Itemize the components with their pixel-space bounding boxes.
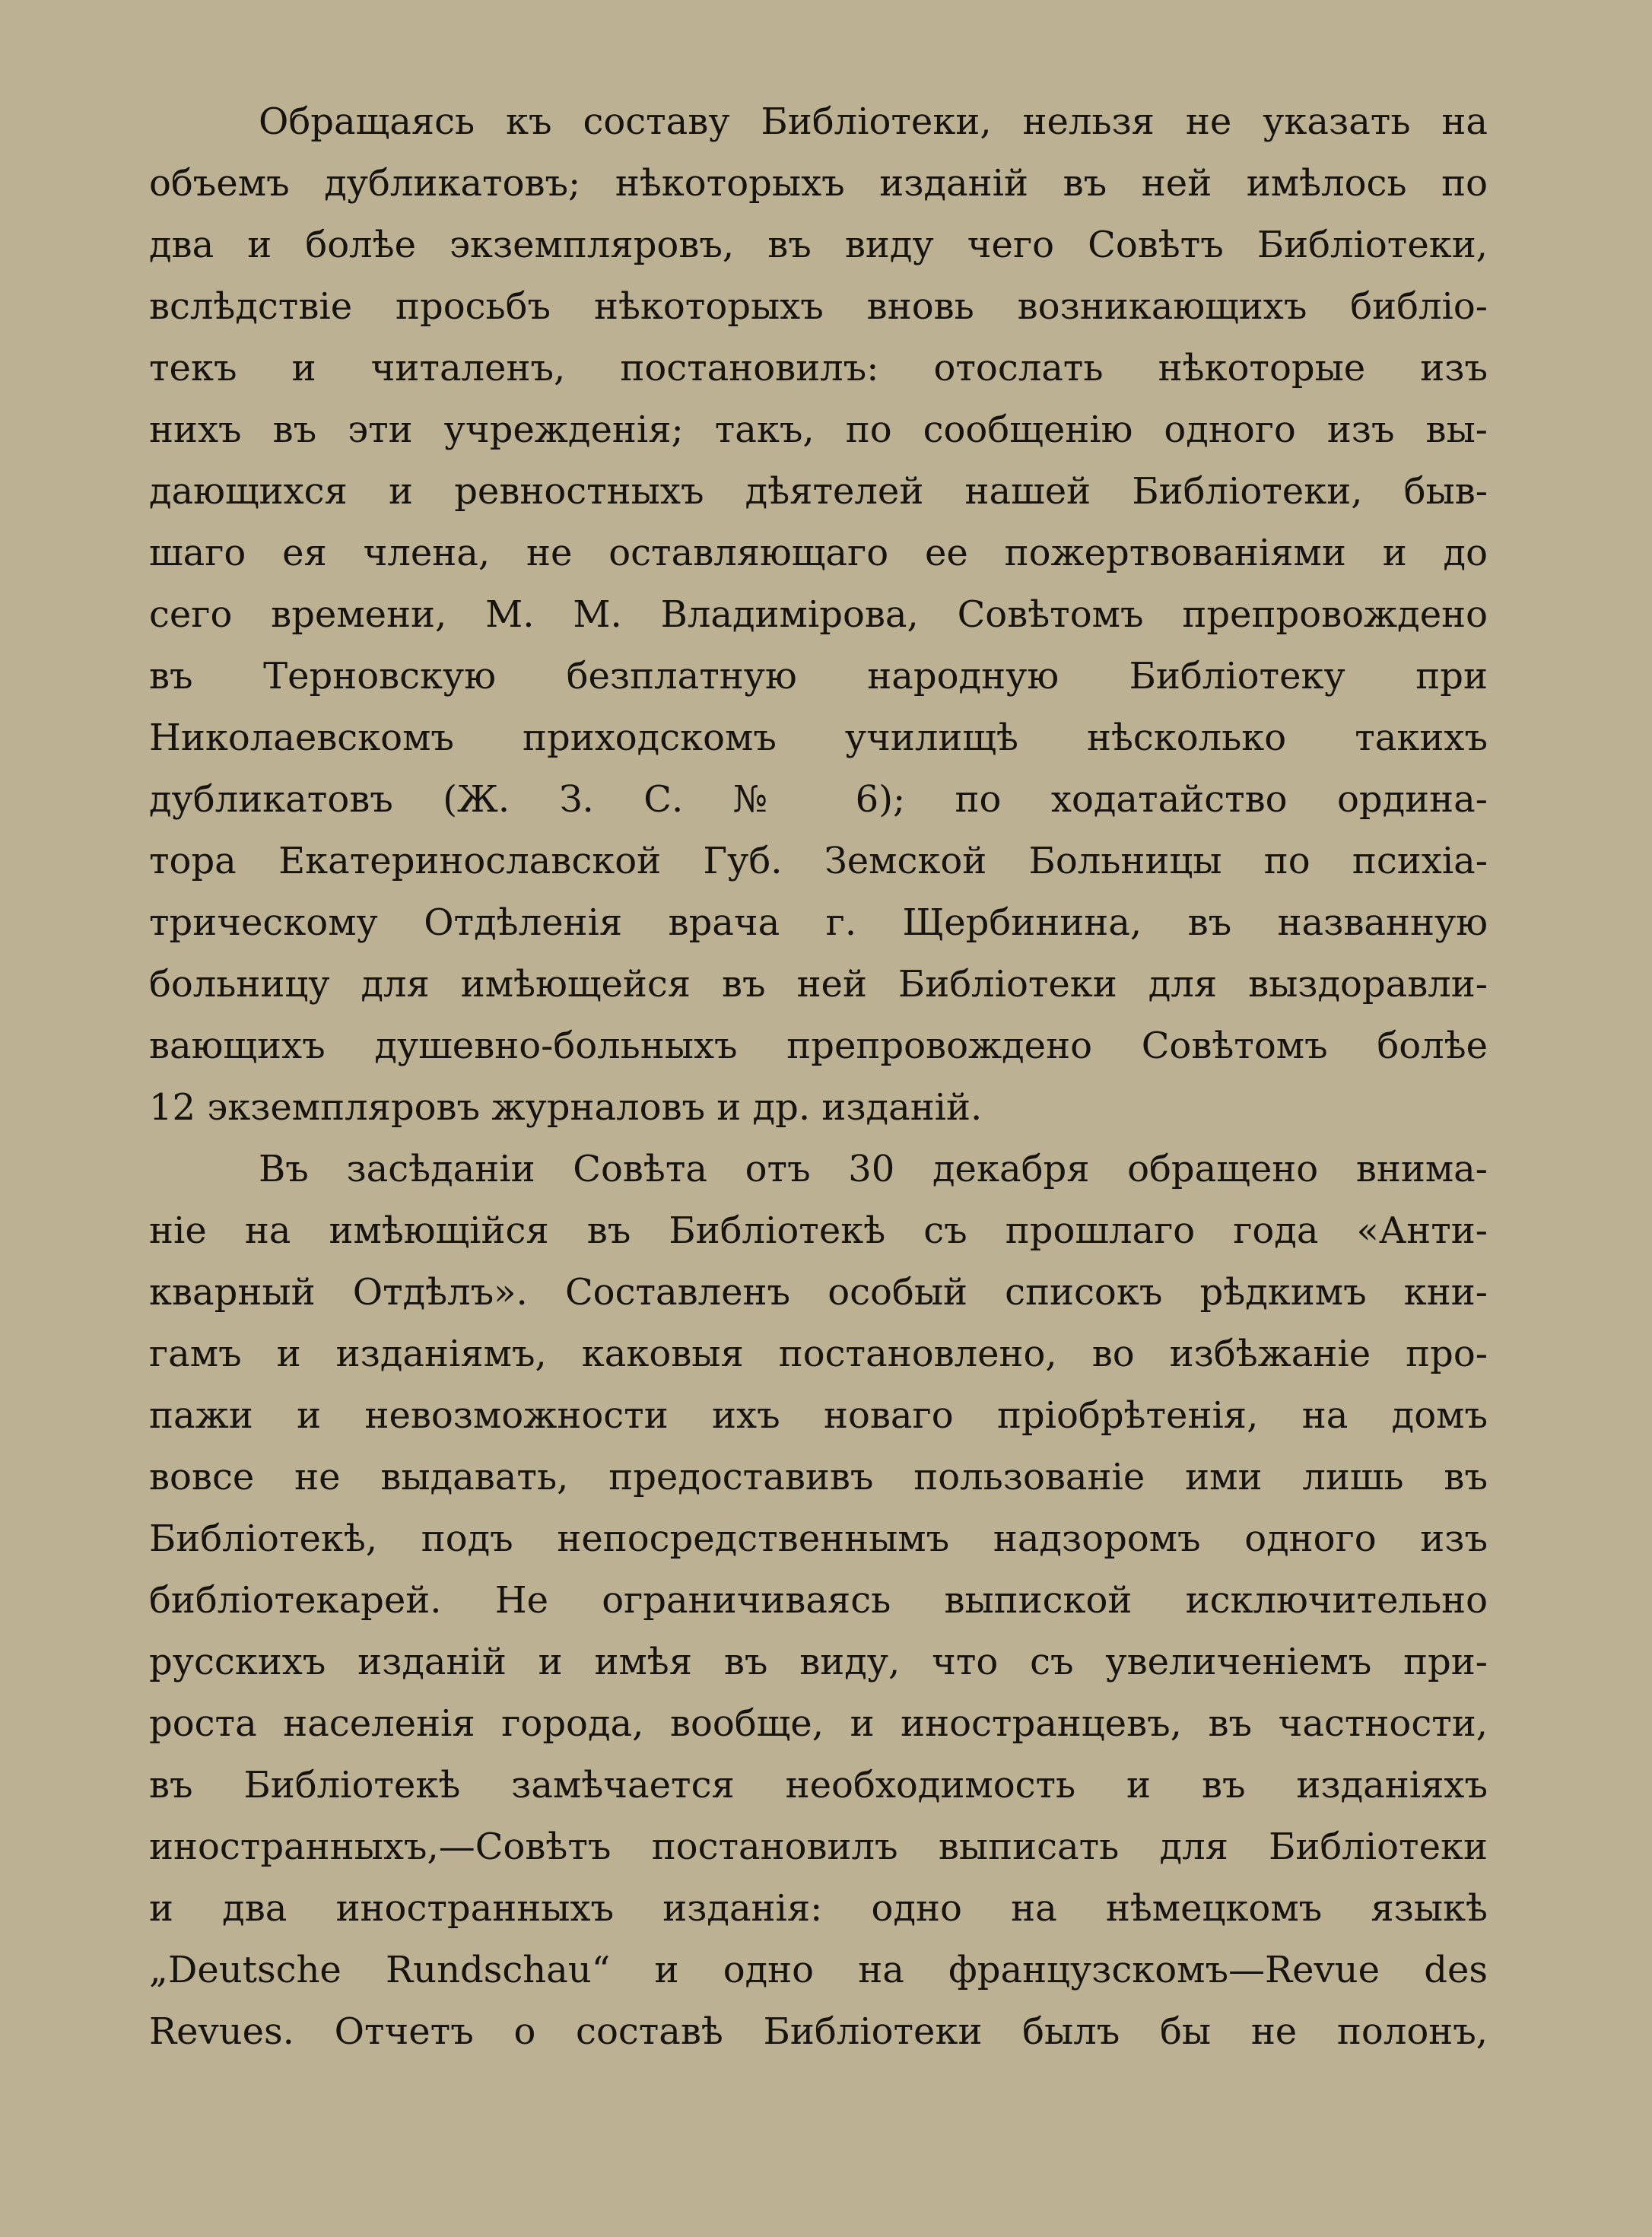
text-line: ніе на имѣющійся въ Библіотекѣ съ прошлаго года «Анти- bbox=[149, 1209, 1488, 1252]
text-line: „Deutsche Rundschau“ и одно на французскомъ—Revue des bbox=[149, 1949, 1488, 1991]
text-line: роста населенія города, вообще, и иностранцевъ, въ частности, bbox=[149, 1702, 1488, 1745]
text-line: кварный Отдѣлъ». Составленъ особый списокъ рѣдкимъ кни- bbox=[149, 1271, 1488, 1314]
text-line: вслѣдствіе просьбъ нѣкоторыхъ вновь возникающихъ библіо- bbox=[149, 285, 1488, 328]
text-line: иностранныхъ,—Совѣтъ постановилъ выписать для Библіотеки bbox=[149, 1826, 1488, 1868]
text-line: Обращаясь къ составу Библіотеки, нельзя не указать на bbox=[259, 100, 1488, 143]
text-line: и два иностранныхъ изданія: одно на нѣмецкомъ языкѣ bbox=[149, 1887, 1488, 1930]
text-line: тора Екатеринославской Губ. Земской Больницы по психіа- bbox=[149, 840, 1488, 882]
text-line: больницу для имѣющейся въ ней Библіотеки для выздоравли- bbox=[149, 963, 1488, 1006]
text-line: вающихъ душевно-больныхъ препровождено Совѣтомъ болѣе bbox=[149, 1025, 1488, 1067]
text-line: Николаевскомъ приходскомъ училищѣ нѣсколько такихъ bbox=[149, 717, 1488, 759]
text-line: 12 экземпляровъ журналовъ и др. изданій. bbox=[149, 1086, 983, 1129]
text-line: трическому Отдѣленія врача г. Щербинина, въ названную bbox=[149, 901, 1488, 944]
text-line: пажи и невозможности ихъ новаго пріобрѣтенія, на домъ bbox=[149, 1394, 1488, 1437]
text-line: гамъ и изданіямъ, каковыя постановлено, во избѣжаніе про- bbox=[149, 1333, 1488, 1375]
text-line: объемъ дубликатовъ; нѣкоторыхъ изданій въ ней имѣлось по bbox=[149, 162, 1488, 205]
text-line: шаго ея члена, не оставляющаго ее пожертвованіями и до bbox=[149, 532, 1488, 574]
text-line: сего времени, М. М. Владимірова, Совѣтомъ препровождено bbox=[149, 593, 1488, 636]
text-line: Въ засѣданіи Совѣта отъ 30 декабря обращено внима- bbox=[259, 1148, 1488, 1190]
text-line: въ Терновскую безплатную народную Библіотеку при bbox=[149, 655, 1488, 697]
text-line: въ Библіотекѣ замѣчается необходимость и въ изданіяхъ bbox=[149, 1764, 1488, 1806]
document-page bbox=[149, 94, 1488, 2163]
text-line: текъ и читаленъ, постановилъ: отослать нѣкоторые изъ bbox=[149, 347, 1488, 389]
text-line: русскихъ изданій и имѣя въ виду, что съ увеличеніемъ при- bbox=[149, 1641, 1488, 1683]
text-line: Revues. Отчетъ о составѣ Библіотеки былъ бы не полонъ, bbox=[149, 2010, 1488, 2053]
text-line: библіотекарей. Не ограничиваясь выпиской исключительно bbox=[149, 1579, 1488, 1622]
text-line: нихъ въ эти учрежденія; такъ, по сообщенію одного изъ вы- bbox=[149, 408, 1488, 451]
text-line: вовсе не выдавать, предоставивъ пользованіе ими лишь въ bbox=[149, 1456, 1488, 1498]
text-line: дающихся и ревностныхъ дѣятелей нашей Библіотеки, быв- bbox=[149, 470, 1488, 513]
text-line: Библіотекѣ, подъ непосредственнымъ надзоромъ одного изъ bbox=[149, 1517, 1488, 1560]
text-line: два и болѣе экземпляровъ, въ виду чего Совѣтъ Библіотеки, bbox=[149, 224, 1488, 266]
text-line: дубликатовъ (Ж. З. С. № 6); по ходатайство ордина- bbox=[149, 778, 1488, 821]
